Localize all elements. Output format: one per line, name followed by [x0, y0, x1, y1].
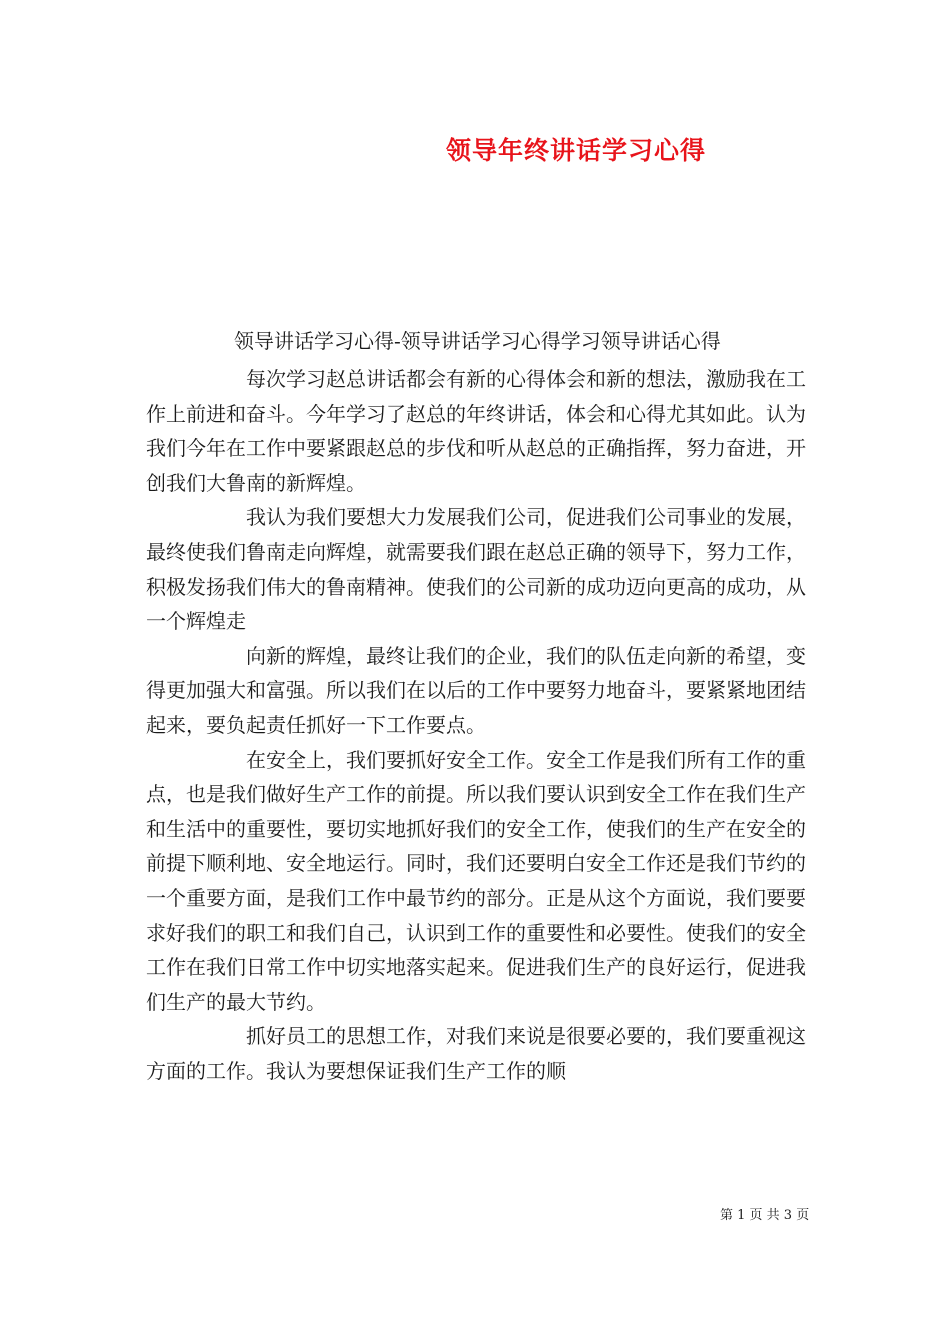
page-title: 领导年终讲话学习心得 [446, 136, 707, 165]
page-number-footer: 第 1 页 共 3 页 [720, 1208, 810, 1223]
paragraph: 抓好员工的思想工作，对我们来说是很要必要的，我们要重视这方面的工作。我认为要想保证我们生产工作的顺 [146, 1024, 806, 1083]
document-body [146, 362, 806, 1088]
paragraph: 我认为我们要想大力发展我们公司，促进我们公司事业的发展，最终使我们鲁南走向辉煌，就需要我们跟在赵总正确的领导下，努力工作，积极发扬我们伟大的鲁南精神。使我们的公司新的成功迈向更高的成功，从一个辉煌走 [146, 505, 806, 634]
paragraph: 向新的辉煌，最终让我们的企业，我们的队伍走向新的希望，变得更加强大和富强。所以我们在以后的工作中要努力地奋斗，要紧紧地团结起来，要负起责任抓好一下工作要点。 [146, 643, 806, 737]
paragraph: 在安全上，我们要抓好安全工作。安全工作是我们所有工作的重点，也是我们做好生产工作的前提。所以我们要认识到安全工作在我们生产和生活中的重要性，要切实地抓好我们的安全工作，使我们的生产在安全的前提下顺利地、安全地运行。同时，我们还要明白安全工作还是我们节约的一个重要方面，是我们工作中最节约的部分。正是从这个方面说，我们要要求好我们的职工和我们自己，认识到工作的重要性和必要性。使我们的安全工作在我们日常工作中切实地落实起来。促进我们生产的良好运行，促进我们生产的最大节约。 [146, 747, 806, 1014]
paragraph: 每次学习赵总讲话都会有新的心得体会和新的想法，激励我在工作上前进和奋斗。今年学习了赵总的年终讲话，体会和心得尤其如此。认为我们今年在工作中要紧跟赵总的步伐和听从赵总的正确指挥，努力奋进，开创我们大鲁南的新辉煌。 [146, 367, 806, 495]
document-subtitle: 领导讲话学习心得-领导讲话学习心得学习领导讲话心得 [234, 329, 721, 353]
